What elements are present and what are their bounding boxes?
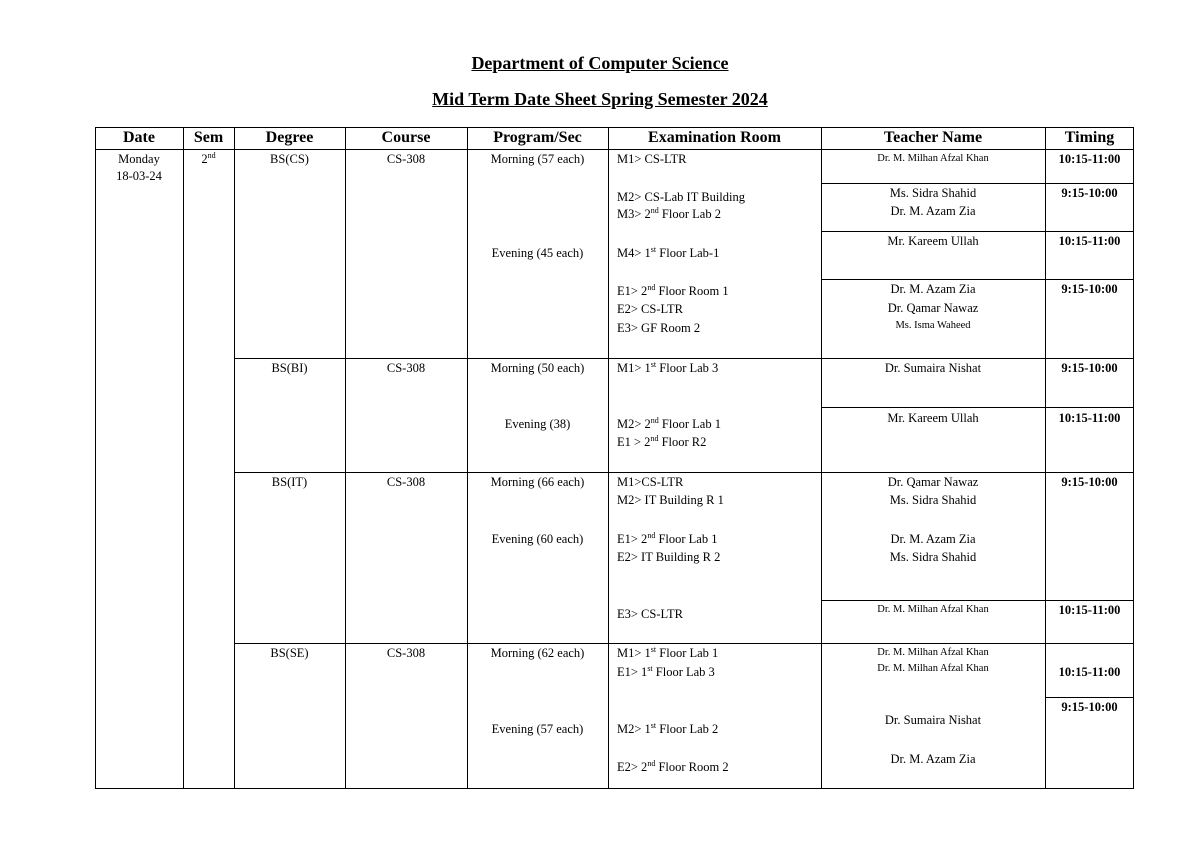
room-cell: E3> CS-LTR bbox=[617, 607, 683, 621]
col-divider bbox=[345, 127, 346, 789]
page-title: Department of Computer Science bbox=[471, 53, 729, 73]
date-sheet-table bbox=[95, 127, 1134, 789]
header-timing: Timing bbox=[1064, 129, 1115, 146]
teacher-cell: Dr. Qamar Nawaz bbox=[887, 301, 979, 315]
room-cell: M1> CS-LTR bbox=[617, 152, 687, 166]
room-cell: M4> 1st Floor Lab-1 bbox=[617, 244, 720, 260]
room-cell: E1 > 2nd Floor R2 bbox=[617, 433, 707, 449]
header-divider bbox=[95, 149, 1134, 150]
program-cell: Morning (57 each) bbox=[490, 152, 585, 166]
row-divider bbox=[821, 407, 1134, 408]
room-cell: E2> IT Building R 2 bbox=[617, 550, 721, 564]
room-cell: E1> 2nd Floor Lab 1 bbox=[617, 530, 718, 546]
teacher-cell: Dr. M. Milhan Afzal Khan bbox=[877, 647, 989, 658]
program-cell: Evening (60 each) bbox=[491, 532, 584, 546]
timing-cell: 10:15-11:00 bbox=[1058, 603, 1121, 617]
header-course: Course bbox=[381, 129, 431, 146]
program-cell: Evening (38) bbox=[504, 417, 571, 431]
teacher-cell: Ms. Sidra Shahid bbox=[889, 550, 977, 564]
timing-cell: 10:15-11:00 bbox=[1058, 411, 1121, 425]
col-divider bbox=[1045, 127, 1046, 789]
program-cell: Morning (62 each) bbox=[490, 646, 585, 660]
col-divider bbox=[821, 127, 822, 789]
room-cell: M2> 1st Floor Lab 2 bbox=[617, 720, 719, 736]
row-divider bbox=[234, 358, 1134, 359]
row-divider bbox=[234, 643, 1134, 644]
teacher-cell: Mr. Kareem Ullah bbox=[887, 411, 979, 425]
teacher-cell: Dr. M. Azam Zia bbox=[890, 752, 976, 766]
row-divider bbox=[821, 279, 1134, 280]
room-cell: M2> 2nd Floor Lab 1 bbox=[617, 415, 721, 431]
course-cell: CS-308 bbox=[386, 361, 426, 375]
timing-cell: 10:15-11:00 bbox=[1058, 234, 1121, 248]
teacher-cell: Dr. M. Milhan Afzal Khan bbox=[877, 604, 989, 615]
timing-cell: 9:15-10:00 bbox=[1061, 282, 1118, 296]
timing-cell: 9:15-10:00 bbox=[1061, 700, 1118, 714]
program-cell: Morning (66 each) bbox=[490, 475, 585, 489]
room-cell: E2> 2nd Floor Room 2 bbox=[617, 758, 729, 774]
room-cell: M2> CS-Lab IT Building bbox=[617, 190, 746, 204]
teacher-cell: Dr. Qamar Nawaz bbox=[887, 475, 979, 489]
date-day: Monday bbox=[118, 152, 160, 166]
program-cell: Evening (45 each) bbox=[491, 246, 584, 260]
header-date: Date bbox=[123, 129, 155, 146]
degree-cell: BS(IT) bbox=[271, 475, 308, 489]
row-divider bbox=[821, 231, 1134, 232]
course-cell: CS-308 bbox=[386, 475, 426, 489]
header-room: Examination Room bbox=[648, 129, 781, 146]
row-divider bbox=[234, 472, 1134, 473]
room-cell: E1> 2nd Floor Room 1 bbox=[617, 282, 729, 298]
teacher-cell: Dr. Sumaira Nishat bbox=[884, 361, 982, 375]
room-cell: E2> CS-LTR bbox=[617, 302, 683, 316]
course-cell: CS-308 bbox=[386, 646, 426, 660]
col-divider bbox=[608, 127, 609, 789]
room-cell: M2> IT Building R 1 bbox=[617, 493, 724, 507]
room-cell: M1>CS-LTR bbox=[617, 475, 684, 489]
program-cell: Evening (57 each) bbox=[491, 722, 584, 736]
row-divider bbox=[1045, 697, 1134, 698]
date-value: 18-03-24 bbox=[116, 169, 162, 183]
room-cell: M1> 1st Floor Lab 3 bbox=[617, 359, 719, 375]
degree-cell: BS(CS) bbox=[270, 152, 309, 166]
degree-cell: BS(SE) bbox=[270, 646, 309, 660]
row-divider bbox=[821, 600, 1134, 601]
teacher-cell: Dr. M. Azam Zia bbox=[890, 282, 976, 296]
header-sem: Sem bbox=[193, 129, 224, 146]
room-cell: E3> GF Room 2 bbox=[617, 321, 701, 335]
program-cell: Morning (50 each) bbox=[490, 361, 585, 375]
header-teacher: Teacher Name bbox=[883, 129, 983, 146]
semester: 2nd bbox=[201, 150, 216, 166]
teacher-cell: Ms. Isma Waheed bbox=[895, 320, 971, 331]
room-cell: M1> 1st Floor Lab 1 bbox=[617, 644, 719, 660]
teacher-cell: Mr. Kareem Ullah bbox=[887, 234, 979, 248]
course-cell: CS-308 bbox=[386, 152, 426, 166]
header-program: Program/Sec bbox=[493, 129, 582, 146]
teacher-cell: Ms. Sidra Shahid bbox=[889, 186, 977, 200]
room-cell: M3> 2nd Floor Lab 2 bbox=[617, 205, 721, 221]
col-divider bbox=[183, 127, 184, 789]
teacher-cell: Dr. Sumaira Nishat bbox=[884, 713, 982, 727]
degree-cell: BS(BI) bbox=[271, 361, 308, 375]
timing-cell: 9:15-10:00 bbox=[1061, 186, 1118, 200]
timing-cell: 10:15-11:00 bbox=[1058, 152, 1121, 166]
teacher-cell: Dr. M. Azam Zia bbox=[890, 532, 976, 546]
timing-cell: 10:15-11:00 bbox=[1058, 665, 1121, 679]
row-divider bbox=[821, 183, 1134, 184]
timing-cell: 9:15-10:00 bbox=[1061, 361, 1118, 375]
col-divider bbox=[234, 127, 235, 789]
timing-cell: 9:15-10:00 bbox=[1061, 475, 1118, 489]
room-cell: E1> 1st Floor Lab 3 bbox=[617, 663, 715, 679]
page-subtitle: Mid Term Date Sheet Spring Semester 2024 bbox=[432, 89, 768, 109]
col-divider bbox=[467, 127, 468, 789]
teacher-cell: Dr. M. Azam Zia bbox=[890, 204, 976, 218]
header-degree: Degree bbox=[265, 129, 314, 146]
teacher-cell: Dr. M. Milhan Afzal Khan bbox=[877, 153, 989, 164]
teacher-cell: Ms. Sidra Shahid bbox=[889, 493, 977, 507]
teacher-cell: Dr. M. Milhan Afzal Khan bbox=[877, 663, 989, 674]
